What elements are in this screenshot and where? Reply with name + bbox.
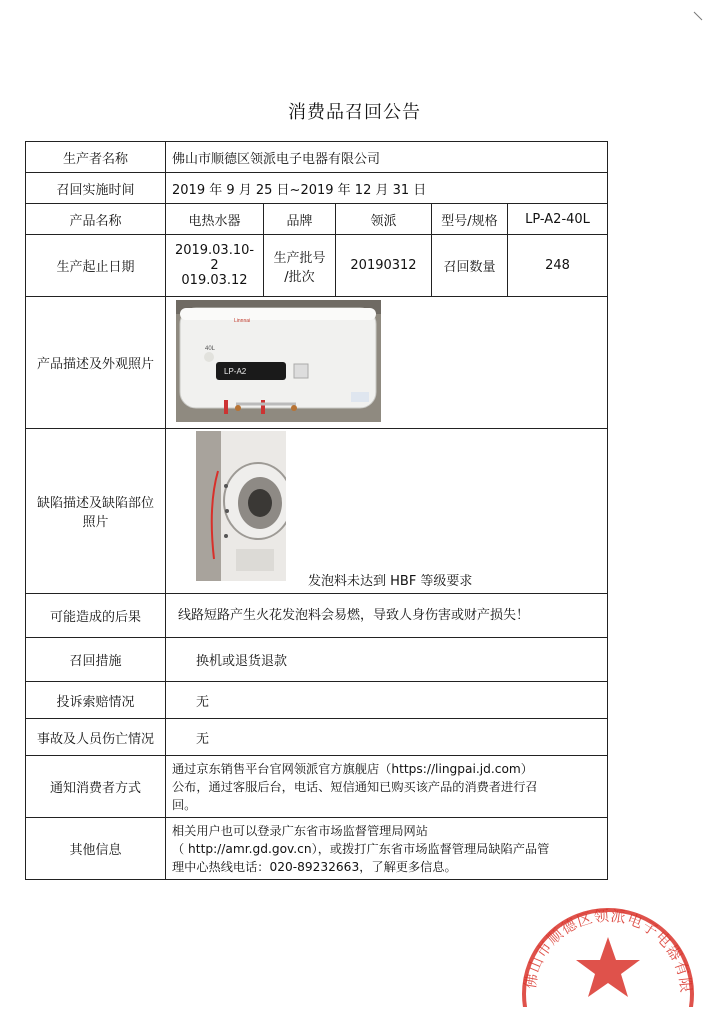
- quantity-label: 召回数量: [432, 235, 508, 297]
- heater-capacity-badge: 40L: [205, 346, 216, 352]
- appearance-label: 产品描述及外观照片: [26, 297, 166, 429]
- measures-label: 召回措施: [26, 638, 166, 682]
- brand-value: 领派: [336, 204, 432, 235]
- complaints-label: 投诉索赔情况: [26, 682, 166, 719]
- notify-line1: 通过京东销售平台官网领派官方旗舰店（https://lingpai.jd.com）: [172, 761, 533, 776]
- appearance-photo-cell: [166, 297, 608, 429]
- manufacturer-label: 生产者名称: [26, 142, 166, 173]
- other-line1: 相关用户也可以登录广东省市场监督管理局网站: [172, 823, 428, 838]
- defect-label: [26, 429, 166, 594]
- row-defect: [26, 429, 608, 594]
- batch-label: [264, 235, 336, 297]
- other-line2: （ http://amr.gd.gov.cn），或拨打广东省市场监督管理局缺陷产品管: [172, 841, 550, 856]
- other-line3: 理中心热线电话：020-89232663，了解更多信息。: [172, 859, 457, 874]
- recall-period-label: 召回实施时间: [26, 173, 166, 204]
- defect-photo-block: [196, 431, 496, 591]
- model-label: 型号/规格: [432, 204, 508, 235]
- row-complaints: [26, 682, 608, 719]
- row-accidents: [26, 719, 608, 756]
- row-appearance: [26, 297, 608, 429]
- defect-photo: [196, 431, 286, 581]
- accidents-value: 无: [166, 719, 608, 756]
- page-title: 消费品召回公告: [288, 102, 421, 123]
- production-dates-line1: 2019.03.10-2: [174, 243, 255, 273]
- row-other-info: [26, 818, 608, 880]
- row-production: [26, 235, 608, 297]
- recall-period-value: 2019 年 9 月 25 日~2019 年 12 月 31 日: [166, 173, 608, 204]
- row-consequence: [26, 594, 608, 638]
- consequence-value: 线路短路产生火花发泡料会易燃，导致人身伤害或财产损失！: [166, 594, 608, 638]
- defect-label-line1: 缺陷描述及缺陷部位: [36, 496, 154, 511]
- product-name-label: 产品名称: [26, 204, 166, 235]
- notify-value: [166, 756, 608, 818]
- row-notify: [26, 756, 608, 818]
- quantity-value: 248: [508, 235, 608, 297]
- company-seal: [520, 872, 695, 1007]
- seal-star-icon: [576, 937, 640, 997]
- defect-caption: 发泡料未达到 HBF 等级要求: [308, 574, 473, 589]
- notify-line3: 回。: [172, 797, 197, 812]
- product-name-value: 电热水器: [166, 204, 264, 235]
- brand-label: 品牌: [264, 204, 336, 235]
- complaints-value: 无: [166, 682, 608, 719]
- measures-value: 换机或退货退款: [166, 638, 608, 682]
- batch-label-line2: /批次: [284, 269, 315, 285]
- defect-photo-cell: [166, 429, 608, 594]
- production-dates-value: [166, 235, 264, 297]
- production-dates-label: 生产起止日期: [26, 235, 166, 297]
- accidents-label: 事故及人员伤亡情况: [26, 719, 166, 756]
- row-recall-period: [26, 173, 608, 204]
- consequence-label: 可能造成的后果: [26, 594, 166, 638]
- model-value: LP-A2-40L: [508, 204, 608, 235]
- production-dates-line2: 019.03.12: [181, 273, 248, 288]
- row-product: [26, 204, 608, 235]
- defect-label-line2: 照片: [82, 515, 109, 530]
- row-measures: [26, 638, 608, 682]
- page-corner-mark: [693, 6, 703, 16]
- other-info-label: 其他信息: [26, 818, 166, 880]
- manufacturer-value: 佛山市顺德区领派电子电器有限公司: [166, 142, 608, 173]
- batch-value: 20190312: [336, 235, 432, 297]
- other-info-value: [166, 818, 608, 880]
- water-heater-photo: [176, 300, 381, 422]
- seal-text: 佛山市顺德区领派电子电器有限: [520, 906, 695, 995]
- recall-table: [25, 141, 608, 880]
- notify-label: 通知消费者方式: [26, 756, 166, 818]
- heater-display-text: LP-A2: [224, 367, 247, 376]
- batch-label-line1: 生产批号: [273, 250, 326, 266]
- notify-line2: 公布，通过客服后台，电话、短信通知已购买该产品的消费者进行召: [172, 779, 538, 794]
- row-manufacturer: [26, 142, 608, 173]
- heater-brand-text: Linnnai: [234, 318, 251, 324]
